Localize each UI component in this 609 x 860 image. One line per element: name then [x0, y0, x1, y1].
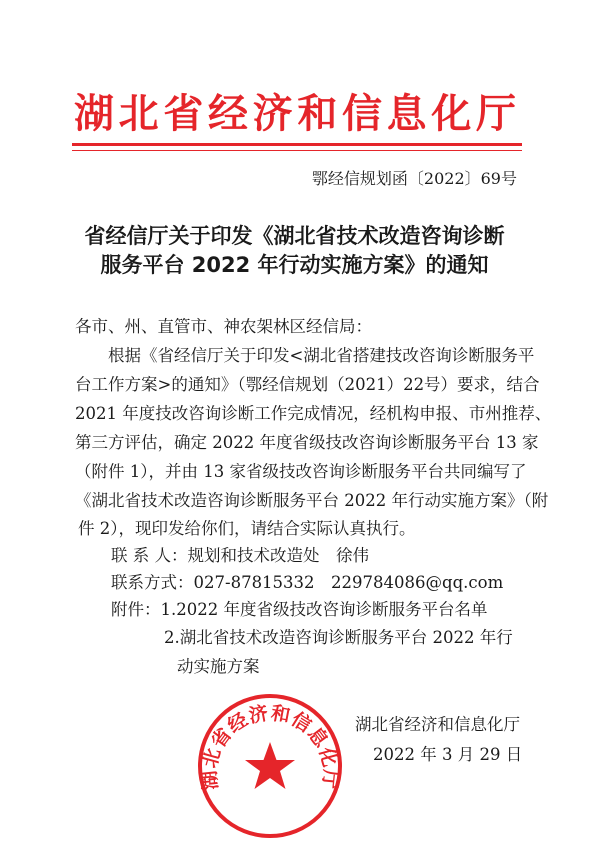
paragraph-line: 《湖北省技术改造咨询诊断服务平台 2022 年行动实施方案》（附 [75, 491, 549, 510]
salutation: 各市、州、直管市、神农架林区经信局： [75, 317, 372, 336]
document-number: 鄂经信规划函〔2022〕69号 [311, 169, 517, 188]
letterhead-organization: 湖北省经济和信息化厅 [74, 91, 519, 137]
paragraph-line: 第三方评估，确定 2022 年度省级技改咨询诊断服务平台 13 家 [75, 433, 539, 452]
paragraph-line: 根据《省经信厅关于印发<湖北省搭建技改咨询诊断服务平 [108, 346, 535, 365]
contact-person: 联 系 人：规划和技术改造处 徐伟 [111, 546, 369, 565]
star-icon [245, 742, 295, 789]
paragraph-line: 2021 年度技改咨询诊断工作完成情况，经机构申报、市州推荐、 [75, 404, 552, 423]
signature-date: 2022 年 3 月 29 日 [373, 745, 523, 764]
official-seal [196, 692, 344, 840]
letterhead-divider-thick [72, 143, 522, 146]
contact-method: 联系方式：027-87815332 229784086@qq.com [111, 573, 504, 592]
paragraph-line: 件 2），现印发给你们，请结合实际认真执行。 [78, 519, 416, 538]
attachment-2-line-2: 动实施方案 [177, 657, 260, 676]
attachment-2-line-1: 2.湖北省技术改造咨询诊断服务平台 2022 年行 [164, 628, 513, 647]
paragraph-line: （附件 1），并由 13 家省级技改咨询诊断服务平台共同编写了 [75, 462, 527, 481]
attachment-1: 附件：1.2022 年度省级技改咨询诊断服务平台名单 [111, 600, 488, 619]
signature-organization: 湖北省经济和信息化厅 [355, 715, 520, 734]
document-title-line-1: 省经信厅关于印发《湖北省技术改造咨询诊断 [84, 224, 505, 248]
letterhead-divider-thin [72, 150, 522, 151]
document-title-line-2: 服务平台 2022 年行动实施方案》的通知 [100, 253, 489, 277]
seal-text: 湖北省经济和信息化厅 [198, 702, 342, 791]
paragraph-line: 台工作方案>的通知》（鄂经信规划（2021）22号）要求，结合 [75, 375, 540, 394]
